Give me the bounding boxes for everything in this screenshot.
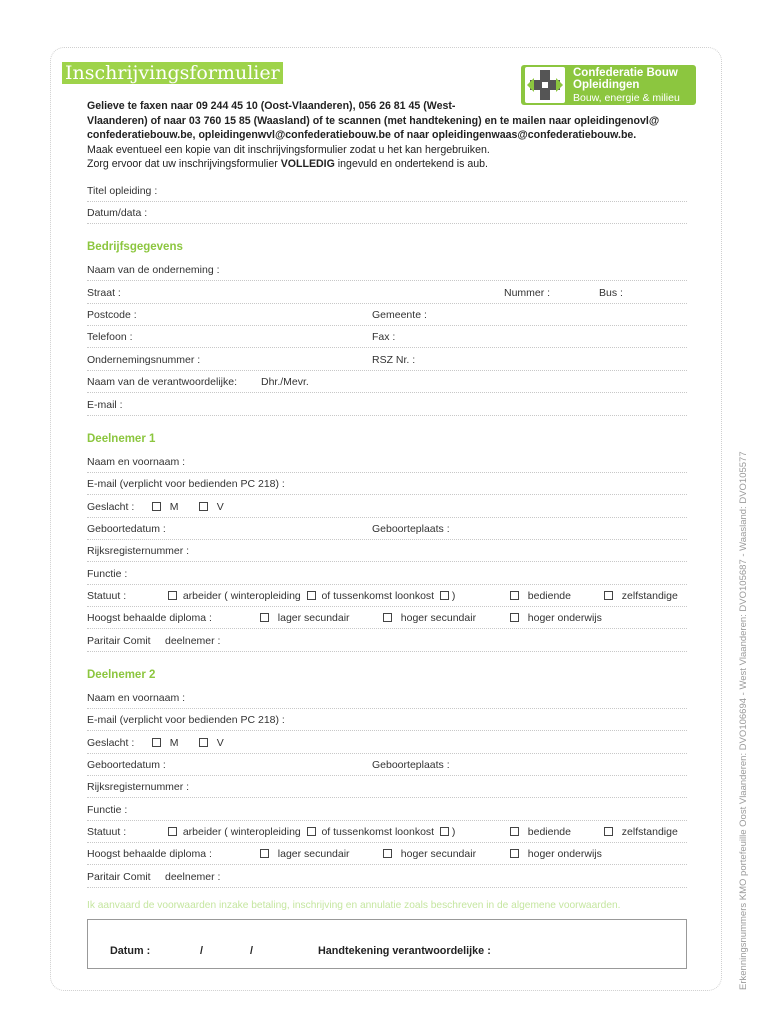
p1-gender-v[interactable] — [199, 501, 224, 513]
p2-diploma-higher-sec[interactable] — [383, 848, 476, 860]
p1-lower-checkbox[interactable] — [260, 613, 269, 622]
p2-name-field[interactable] — [87, 690, 687, 709]
company-name-field[interactable] — [87, 262, 687, 281]
participant1-heading: Deelnemer 1 — [87, 433, 156, 445]
training-title-label: Titel opleiding : — [87, 185, 158, 197]
p2-diploma-higher-edu[interactable] — [510, 848, 602, 860]
phone-field[interactable] — [87, 329, 687, 348]
p2-employee-label: bediende — [527, 826, 571, 838]
p1-diploma-label: Hoogst behaalde diploma : — [87, 612, 212, 624]
p1-selfemployed-label: zelfstandige — [621, 590, 678, 602]
p2-higher-sec-checkbox[interactable] — [383, 849, 392, 858]
fax-label: Fax : — [372, 331, 396, 343]
p2-higher-sec-label: hoger secundair — [400, 848, 477, 860]
p1-committee-label: Paritair Comit — [87, 635, 151, 647]
p2-diploma-field — [87, 846, 687, 865]
p1-employee-checkbox[interactable] — [510, 591, 519, 600]
p1-higher-edu-checkbox[interactable] — [510, 613, 519, 622]
p2-birth-field[interactable] — [87, 757, 687, 776]
p1-selfemployed-checkbox[interactable] — [604, 591, 613, 600]
p2-committee-label: Paritair Comit — [87, 871, 151, 883]
p2-status-field — [87, 824, 687, 843]
accreditation-side-text: Erkenningsnummers KMO portefeuille Oost Vlaanderen: DVO106694 - West Vlaanderen: DVO105687 - Waasland: DVO105577 — [738, 451, 749, 990]
instructions-line4: Maak eventueel een kopie van dit inschrijvingsformulier zodat u het kan hergebruiken. — [87, 143, 490, 156]
training-date-label: Datum/data : — [87, 207, 148, 219]
p1-registry-field[interactable] — [87, 543, 687, 562]
p1-email-field[interactable] — [87, 476, 687, 495]
p1-gender-field — [87, 499, 687, 518]
logo-text-line2: Opleidingen — [573, 79, 640, 91]
instructions-line5-c: ingevuld en ondertekend is aub. — [334, 158, 488, 171]
signature-box[interactable] — [87, 919, 687, 969]
p1-gender-m[interactable] — [152, 501, 179, 513]
p1-subsidy-label: of tussenkomst loonkost — [321, 590, 435, 602]
p2-selfemployed-label: zelfstandige — [621, 826, 678, 838]
p1-birth-field[interactable] — [87, 521, 687, 540]
p1-status-selfemployed[interactable] — [604, 590, 678, 602]
instructions — [87, 99, 687, 172]
date-slash-1: / — [200, 945, 203, 957]
instructions-line5-a: Zorg ervoor dat uw inschrijvingsformulier — [87, 158, 281, 171]
phone-label: Telefoon : — [87, 331, 133, 343]
p2-lower-checkbox[interactable] — [260, 849, 269, 858]
street-field[interactable] — [87, 285, 687, 304]
logo-tagline: Bouw, energie & milieu — [573, 92, 680, 104]
p2-status-selfemployed[interactable] — [604, 826, 678, 838]
p2-registry-field[interactable] — [87, 779, 687, 798]
number-label: Nummer : — [504, 287, 551, 299]
training-title-field[interactable] — [87, 183, 687, 202]
p2-lower-label: lager secundair — [277, 848, 350, 860]
p1-function-field[interactable] — [87, 566, 687, 585]
logo-text-line1: Confederatie Bouw — [573, 67, 678, 79]
p2-name-label: Naam en voornaam : — [87, 692, 186, 704]
p2-status-employee[interactable] — [510, 826, 571, 838]
p2-status-worker[interactable] — [168, 826, 455, 838]
p1-email-label: E-mail (verplicht voor bedienden PC 218) : — [87, 478, 285, 490]
p1-function-label: Functie : — [87, 568, 128, 580]
p2-gender-label: Geslacht : — [87, 737, 135, 749]
p2-winter-checkbox[interactable] — [307, 827, 316, 836]
postcode-field[interactable] — [87, 307, 687, 326]
p2-function-field[interactable] — [87, 802, 687, 821]
p2-worker-label: arbeider ( winteropleiding — [182, 826, 301, 838]
instructions-line5-bold: VOLLEDIG — [280, 158, 335, 171]
p1-name-label: Naam en voornaam : — [87, 456, 186, 468]
p2-gender-m-checkbox[interactable] — [152, 738, 161, 747]
postcode-label: Postcode : — [87, 309, 137, 321]
p1-subsidy-checkbox[interactable] — [440, 591, 449, 600]
street-label: Straat : — [87, 287, 121, 299]
p2-subsidy-checkbox[interactable] — [440, 827, 449, 836]
p2-email-label: E-mail (verplicht voor bedienden PC 218) : — [87, 714, 285, 726]
p2-higher-edu-label: hoger onderwijs — [527, 848, 602, 860]
p1-gender-m-checkbox[interactable] — [152, 502, 161, 511]
p1-birthdate-label: Geboortedatum : — [87, 523, 166, 535]
company-number-label: Ondernemingsnummer : — [87, 354, 201, 366]
instructions-line1: Gelieve te faxen naar 09 244 45 10 (Oost-Vlaanderen), 056 26 81 45 (West- — [87, 100, 456, 112]
p2-function-label: Functie : — [87, 804, 128, 816]
instructions-line5 — [87, 157, 687, 172]
p1-name-field[interactable] — [87, 454, 687, 473]
company-email-label: E-mail : — [87, 399, 123, 411]
p2-committee-participant-label: deelnemer : — [165, 871, 221, 883]
p1-diploma-lower[interactable] — [260, 612, 350, 624]
p2-birthdate-label: Geboortedatum : — [87, 759, 166, 771]
p1-diploma-higher-sec[interactable] — [383, 612, 476, 624]
p2-gender-m[interactable] — [152, 737, 179, 749]
p2-worker-checkbox[interactable] — [168, 827, 177, 836]
p2-registry-label: Rijksregisternummer : — [87, 781, 190, 793]
p2-diploma-lower[interactable] — [260, 848, 350, 860]
p1-status-label: Statuut : — [87, 590, 127, 602]
cross-arrows-logo-icon — [525, 67, 565, 103]
p1-registry-label: Rijksregisternummer : — [87, 545, 190, 557]
training-date-field[interactable] — [87, 205, 687, 224]
p1-higher-edu-label: hoger onderwijs — [527, 612, 602, 624]
p2-birthplace-label: Geboorteplaats : — [372, 759, 450, 771]
p1-committee-field[interactable] — [87, 633, 687, 652]
instructions-line3: confederatiebouw.be, opleidingenwvl@confederatiebouw.be of naar opleidingenwaas@confederatiebouw.be. — [87, 129, 637, 142]
municipality-label: Gemeente : — [372, 309, 427, 321]
p2-close-paren: ) — [451, 826, 456, 838]
date-label: Datum : — [110, 945, 151, 957]
company-heading: Bedrijfsgegevens — [87, 241, 183, 253]
participant2-heading: Deelnemer 2 — [87, 669, 156, 681]
p1-gender-v-label: V — [216, 501, 224, 513]
agreement-text: Ik aanvaard de voorwaarden inzake betaling, inschrijving en annulatie zoals beschreven in de algemene voorwaarden. — [87, 900, 621, 911]
salutation-label: Dhr./Mevr. — [261, 376, 309, 388]
p1-gender-v-checkbox[interactable] — [199, 502, 208, 511]
p2-diploma-label: Hoogst behaalde diploma : — [87, 848, 212, 860]
p1-higher-sec-label: hoger secundair — [400, 612, 477, 624]
p2-gender-v-label: V — [216, 737, 224, 749]
p2-gender-field — [87, 735, 687, 754]
p1-winter-checkbox[interactable] — [307, 591, 316, 600]
p1-birthplace-label: Geboorteplaats : — [372, 523, 450, 535]
p1-gender-m-label: M — [169, 501, 179, 513]
p1-diploma-higher-edu[interactable] — [510, 612, 602, 624]
company-email-field[interactable] — [87, 397, 687, 416]
signature-label: Handtekening verantwoordelijke : — [318, 945, 491, 957]
p1-lower-label: lager secundair — [277, 612, 350, 624]
rsz-label: RSZ Nr. : — [372, 354, 416, 366]
p2-gender-v[interactable] — [199, 737, 224, 749]
p1-worker-checkbox[interactable] — [168, 591, 177, 600]
p1-worker-label: arbeider ( winteropleiding — [182, 590, 301, 602]
p2-employee-checkbox[interactable] — [510, 827, 519, 836]
p2-higher-edu-checkbox[interactable] — [510, 849, 519, 858]
page-title: Inschrijvingsformulier — [62, 62, 283, 84]
p1-status-employee[interactable] — [510, 590, 571, 602]
p1-gender-label: Geslacht : — [87, 501, 135, 513]
p2-subsidy-label: of tussenkomst loonkost — [321, 826, 435, 838]
p2-selfemployed-checkbox[interactable] — [604, 827, 613, 836]
p2-committee-field[interactable] — [87, 869, 687, 888]
responsible-label: Naam van de verantwoordelijke: — [87, 376, 237, 388]
p2-email-field[interactable] — [87, 712, 687, 731]
box-label: Bus : — [599, 287, 623, 299]
p2-status-label: Statuut : — [87, 826, 127, 838]
p2-gender-v-checkbox[interactable] — [199, 738, 208, 747]
p1-higher-sec-checkbox[interactable] — [383, 613, 392, 622]
p2-gender-m-label: M — [169, 737, 179, 749]
company-name-label: Naam van de onderneming : — [87, 264, 220, 276]
date-slash-2: / — [250, 945, 253, 957]
p1-close-paren: ) — [451, 590, 456, 602]
instructions-line2: Vlaanderen) of naar 03 760 15 85 (Waasland) of te scannen (met handtekening) en te mailen naar opleidingenovl@ — [87, 114, 660, 127]
p1-status-field — [87, 588, 687, 607]
company-number-field[interactable] — [87, 352, 687, 371]
p1-status-worker[interactable] — [168, 590, 455, 602]
p1-diploma-field — [87, 610, 687, 629]
responsible-field[interactable] — [87, 374, 687, 393]
p1-committee-participant-label: deelnemer : — [165, 635, 221, 647]
p1-employee-label: bediende — [527, 590, 571, 602]
